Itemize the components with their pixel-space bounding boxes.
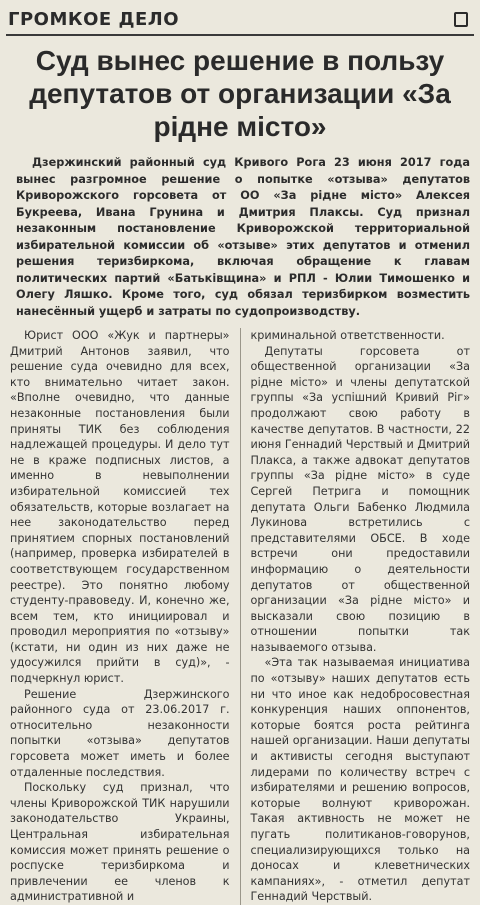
paragraph: Поскольку суд признал, что члены Криворожской ТИК нарушили законодательство Украины, Центральная избирательная комиссия может принять решение о роспуске теризбиркома и привлечении ее членов к административной и [10,781,230,904]
header-rule [6,34,474,36]
rubric-header [6,6,474,32]
paragraph: Решение Дзержинского районного суда от 23.06.2017 г. относительно незаконности попытки «отзыва» депутатов горсовета может иметь и более отдаленные последствия. [10,687,230,779]
paragraph: Юрист ООО «Жук и партнеры» Дмитрий Антонов заявил, что решение суда очевидно для всех, кто внимательно читает закон. «Вполне очевидно, что данные незаконные постановления были приняты ТИК без соблюдения надлежащей процедуры. И дело тут не в краже подписных листов, а именно в невыполнении избирательной комиссией тех обязательств, которые возлагает на нее законодательство перед принятием спорных постановлений (например, проверка избирателей в соответствующем государственном реестре). Это понятно любому студенту-правоведу. И, конечно же, всем тем, кто инициировал и проводил мероприятия по «отзыву» (кстати, ни один из них даже не удосужился прийти в суд)», - подчеркнул юрист. [10,329,230,686]
paragraph: «Эта так называемая инициатива по «отзыву» наших депутатов есть ни что иное как недобросовестная конкуренция наших оппонентов, которые боятся роста рейтинга нашей организации. Наши депутаты и активисты сегодня выступают лидерами по количеству встреч с избирателями и решению вопросов, которые волнуют криворожан. Такая активность не может не пугать политиканов-говорунов, специализирующихся только на доносах и клеветнических кампаниях», - отметил депутат Геннадий Черствый. [250,656,470,904]
article-body [10,328,470,905]
paragraph: криминальной ответственности. [250,329,445,342]
rubric-title: ГРОМКОЕ ДЕЛО [8,8,180,30]
column-divider [240,328,241,905]
paragraph: Депутаты горсовета от общественной организации «За рiдне мiсто» и члены депутатской группы «За успiшний Кривий Рiг» продолжают свою работу в качестве депутатов. В частности, 22 июня Геннадий Черствый и Дмитрий Плакса, а также адвокат депутатов группы «За рiдне мiсто» в суде Сергей Петрига и помощник депутата Ольги Бабенко Людмила Лукинова встретились с представителями ОБСЕ. В ходе встречи они предоставили информацию о деятельности депутатов от общественной организации «За рiдне мiсто» и высказали свою позицию в отношении попытки так называемого отзыва. [250,344,470,654]
article-headline: Суд вынес решение в пользу депутатов от организации «За рiдне мiсто» [29,45,451,142]
square-icon [454,12,468,27]
article-lead: Дзержинский районный суд Кривого Рога 23 июня 2017 года вынес разгромное решение о попытке «отзыва» депутатов Криворожского горсовета от ОО «За рiдне мiсто» Алексея Букреева, Ивана Грунина и Дмитрия Плаксы. Суд признал незаконным постановление Криворожской территориальной избирательной комиссии об «отзыве» этих депутатов и отменил решения теризбиркома, включая обращение к главам политических партий «Батькiвщина» и РПЛ - Юлии Тимошенко и Олегу Ляшко. Кроме того, суд обязал теризбирком возместить нанесённый ущерб и затраты по судопроизводству. [16,156,470,318]
left-column [10,328,230,905]
right-column [250,328,470,905]
